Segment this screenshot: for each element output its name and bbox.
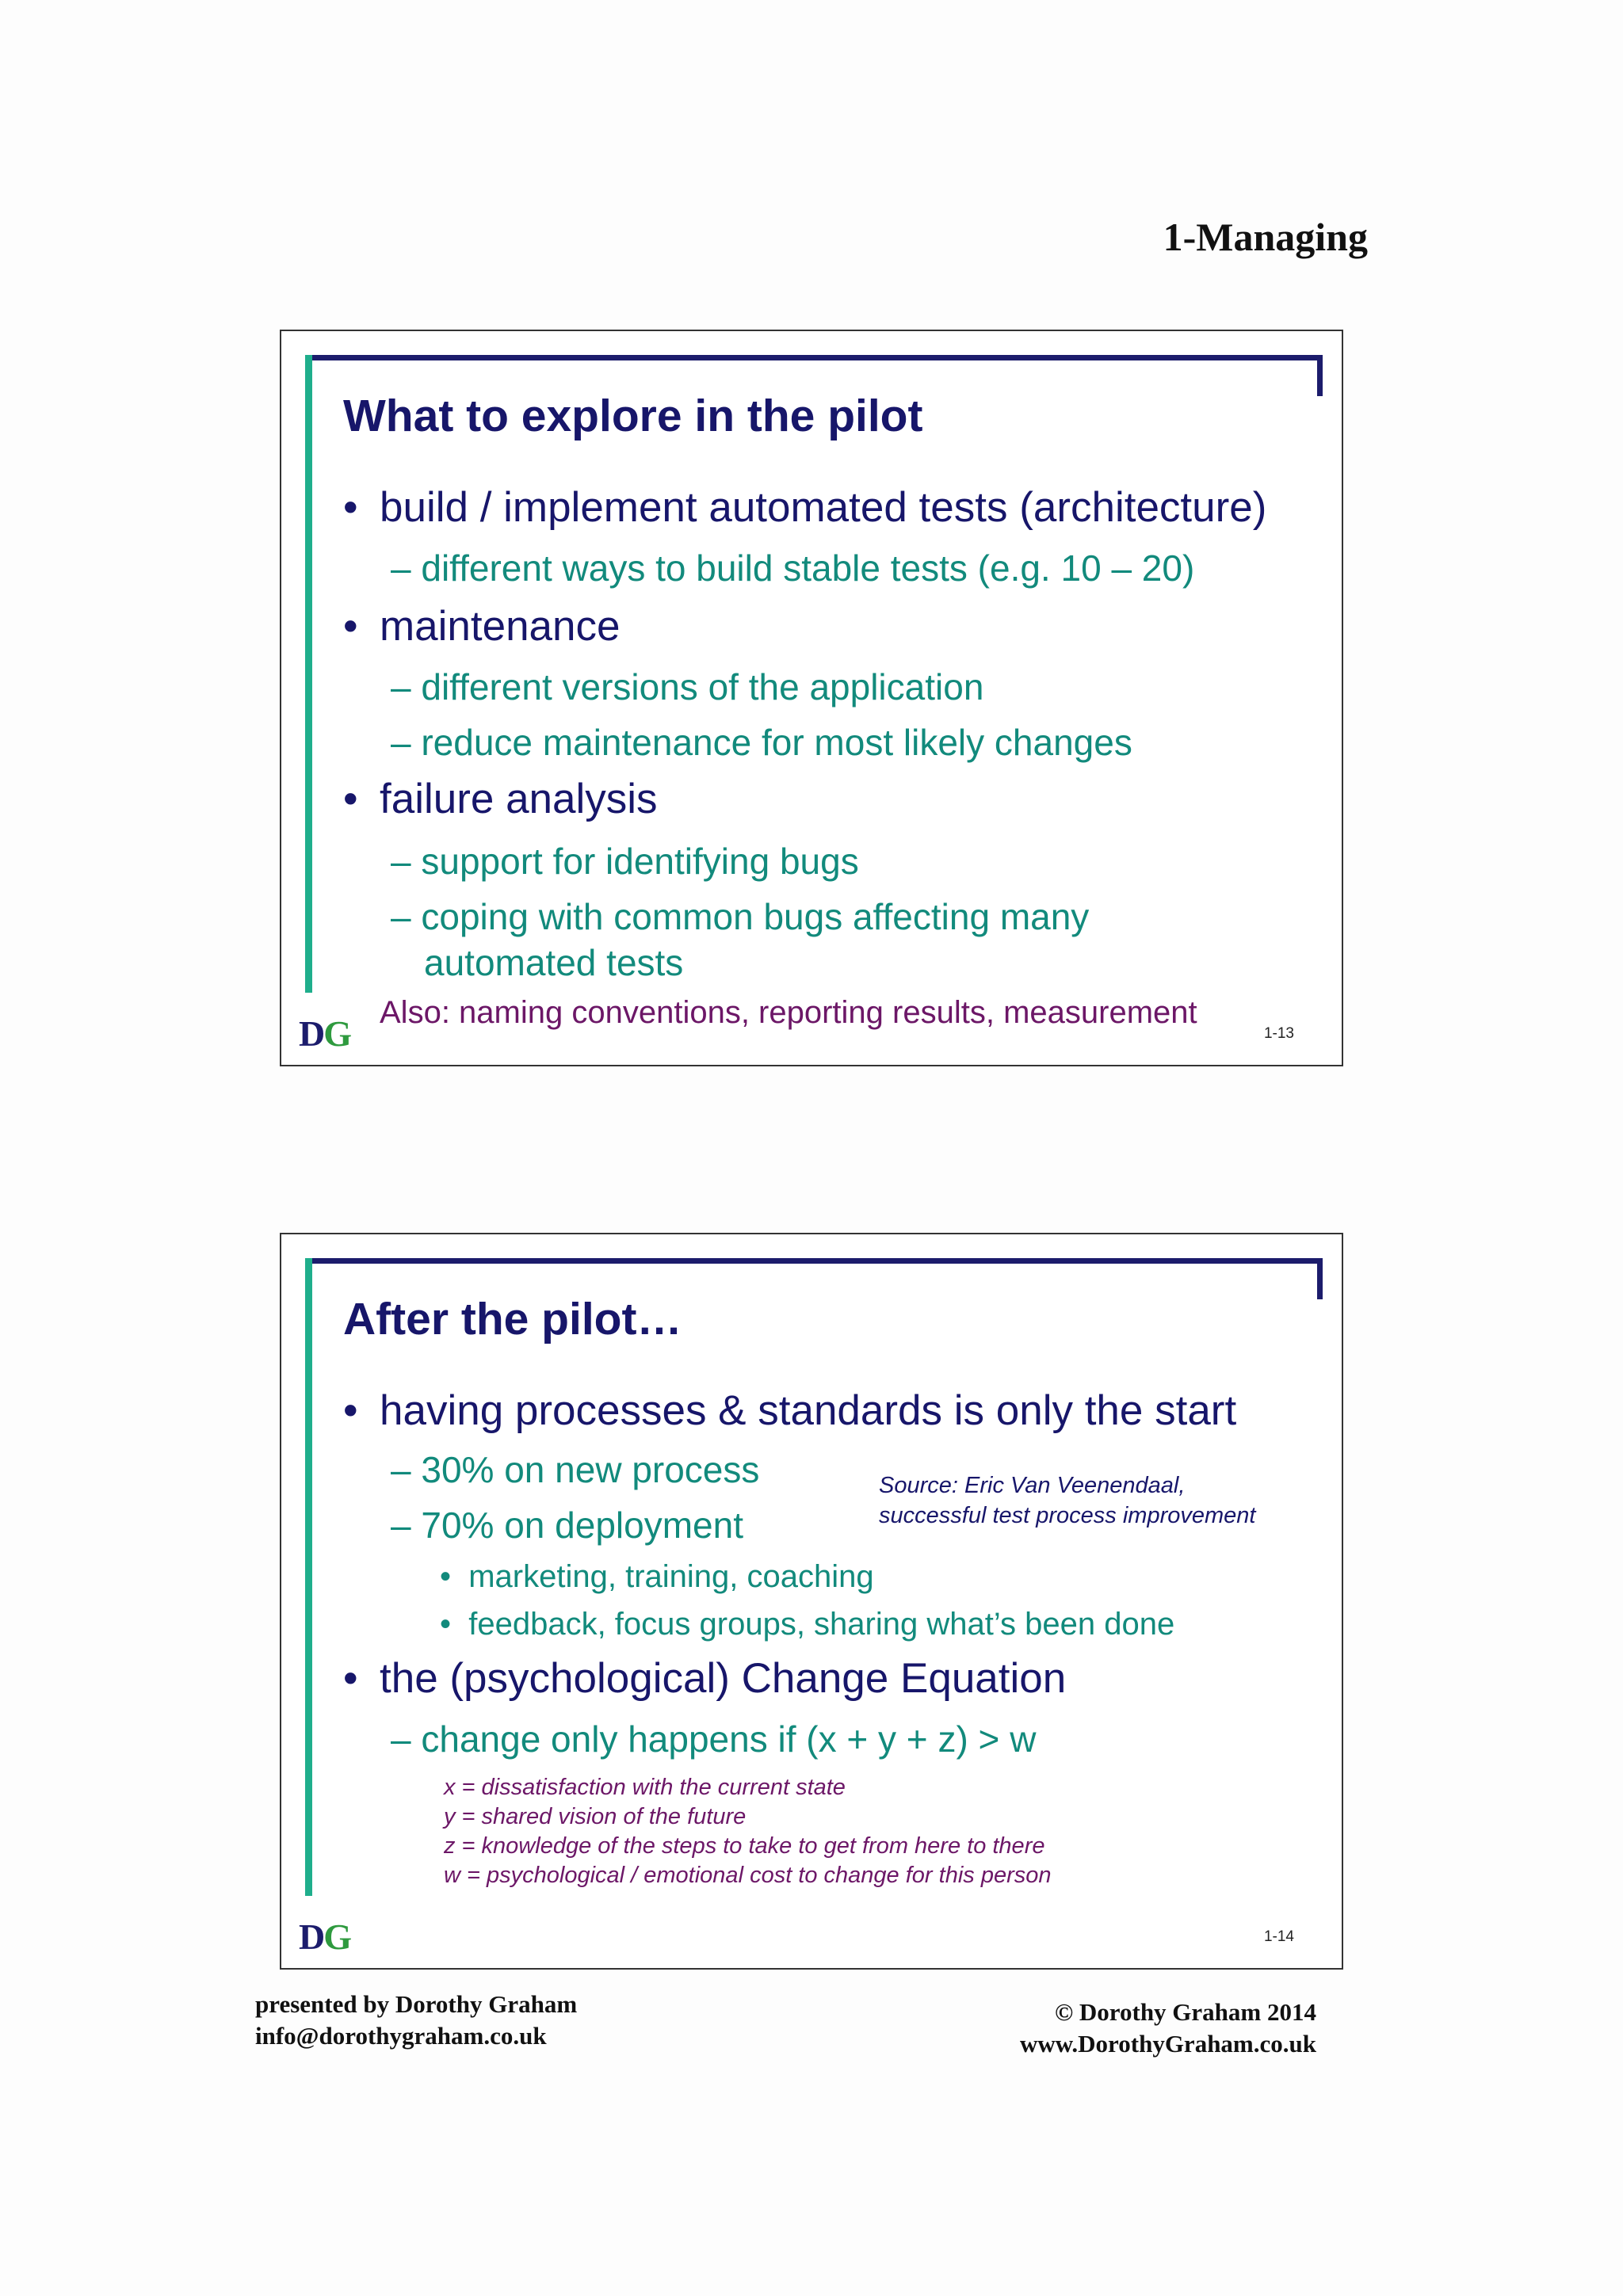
- bullet-icon: •: [343, 1387, 358, 1434]
- slide-1-14: [280, 1233, 1343, 1970]
- slide-title: After the pilot…: [343, 1294, 682, 1344]
- bullet-item: • maintenance: [343, 603, 621, 650]
- bullet-item: • build / implement automated tests (architecture): [343, 484, 1267, 531]
- dg-logo: DG: [299, 1013, 351, 1054]
- dg-logo: DG: [299, 1917, 351, 1957]
- sub-bullet-item: – support for identifying bugs: [391, 841, 859, 882]
- email-link[interactable]: info@dorothygraham.co.uk: [255, 2022, 547, 2050]
- slide-title: What to explore in the pilot: [343, 391, 923, 441]
- slide-1-13: [280, 330, 1343, 1066]
- page-section-title: 1-Managing: [1163, 215, 1368, 259]
- slide-number: 1-14: [1263, 1928, 1294, 1945]
- footer-presenter: presented by Dorothy Graham info@dorothygraham.co.uk: [255, 1989, 577, 2052]
- slide-right-bar: [1317, 1258, 1323, 1299]
- website-link[interactable]: www.DorothyGraham.co.uk: [1019, 2030, 1316, 2058]
- bullet-item: • the (psychological) Change Equation: [343, 1655, 1067, 1702]
- bullet-icon: •: [440, 1559, 469, 1594]
- sub-bullet-continuation: automated tests: [424, 942, 684, 983]
- equation-variables: x = dissatisfaction with the current state y = shared vision of the future z = knowledge of the steps to take to get from here to there w = psychological / emotional cost to change for this person: [444, 1775, 1052, 1888]
- sub-sub-bullet-item: • marketing, training, coaching: [440, 1559, 874, 1594]
- slide-right-bar: [1317, 355, 1323, 396]
- sub-sub-bullet-item: • feedback, focus groups, sharing what’s been done: [440, 1607, 1175, 1642]
- bullet-icon: •: [343, 603, 358, 650]
- slide-number: 1-13: [1263, 1025, 1294, 1042]
- bullet-icon: •: [343, 484, 358, 531]
- sub-bullet-item: – coping with common bugs affecting many: [391, 896, 1090, 937]
- bullet-item: • failure analysis: [343, 776, 658, 822]
- bullet-icon: •: [440, 1607, 469, 1642]
- slide-top-bar: [305, 355, 1321, 360]
- source-citation: Source: Eric Van Veenendaal, successful test process improvement: [879, 1473, 1256, 1528]
- slide-left-bar: [305, 355, 312, 993]
- footer-copyright: © Dorothy Graham 2014 www.DorothyGraham.co.uk: [1020, 1997, 1316, 2060]
- sub-bullet-item: – 70% on deployment: [391, 1505, 743, 1546]
- sub-bullet-item: – different ways to build stable tests (e.g. 10 – 20): [391, 547, 1195, 589]
- sub-bullet-item: – different versions of the application: [391, 666, 984, 707]
- bullet-item: • having processes & standards is only the start: [343, 1387, 1237, 1434]
- slide-note: Also: naming conventions, reporting results, measurement: [380, 995, 1197, 1030]
- bullet-icon: •: [343, 776, 358, 822]
- sub-bullet-item: – reduce maintenance for most likely changes: [391, 722, 1132, 763]
- slide-top-bar: [305, 1258, 1321, 1264]
- bullet-icon: •: [343, 1655, 358, 1702]
- sub-bullet-item: – 30% on new process: [391, 1449, 760, 1490]
- slide-left-bar: [305, 1258, 312, 1896]
- sub-bullet-item: – change only happens if (x + y + z) > w: [391, 1718, 1037, 1760]
